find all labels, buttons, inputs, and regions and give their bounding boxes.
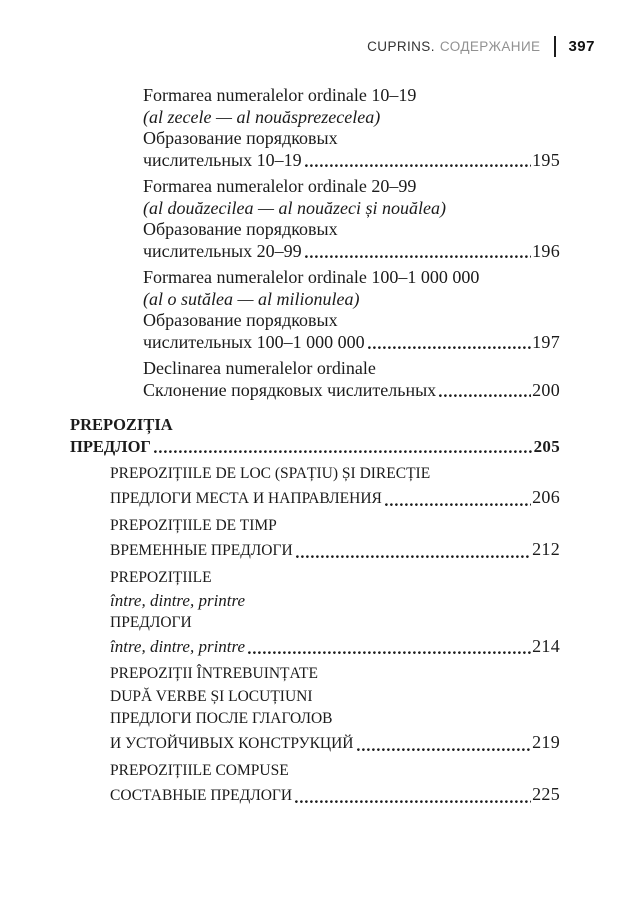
toc-line: între, dintre, printre: [110, 590, 246, 610]
toc-line: DUPĂ VERBE ȘI LOCUȚIUNI: [110, 687, 313, 705]
toc-line: [143, 380, 560, 402]
dot-leader: [439, 394, 531, 398]
dot-leader: [305, 255, 532, 259]
dot-leader: [357, 748, 532, 752]
toc-line: Declinarea numeralelor ordinale: [143, 358, 376, 378]
toc-line: ПРЕДЛОГИ ПОСЛЕ ГЛАГОЛОВ: [110, 710, 333, 727]
toc-page-number: 197: [532, 331, 560, 352]
toc-line-text: числительных 100–1 000 000: [143, 331, 365, 352]
toc-entry: [0, 663, 560, 755]
toc-line-text: ПРЕДЛОГИ МЕСТА И НАПРАВЛЕНИЯ: [110, 489, 382, 507]
dot-leader: [305, 164, 532, 168]
toc-line: PREPOZIȚIILE COMPUSE: [110, 762, 289, 779]
toc-page-number: 200: [532, 379, 560, 400]
toc-line: [110, 783, 560, 808]
toc-page-number: 214: [532, 635, 560, 656]
dot-leader: [248, 651, 531, 655]
toc-entry: [0, 85, 560, 171]
toc-entry: [0, 414, 560, 457]
toc-line-text: И УСТОЙЧИВЫХ КОНСТРУКЦИЙ: [110, 734, 354, 752]
toc-line: Образование порядковых: [143, 128, 338, 148]
toc-line: [110, 486, 560, 511]
toc-entry: [0, 176, 560, 262]
toc-line-text: СОСТАВНЫЕ ПРЕДЛОГИ: [110, 786, 293, 804]
toc-page-number: 219: [532, 731, 560, 752]
toc-entry: [0, 760, 560, 807]
toc-line-text: între, dintre, printre: [110, 636, 246, 656]
dot-leader: [296, 555, 531, 559]
header-divider: [554, 36, 556, 57]
toc-line-text: числительных 20–99: [143, 240, 302, 261]
toc-line: (al douăzecilea — al nouăzeci și nouălea): [143, 197, 446, 218]
header-title-russian: СОДЕРЖАНИЕ: [439, 39, 541, 54]
page-header: [367, 36, 595, 57]
toc-line: ПРЕДЛОГИ: [110, 614, 192, 631]
toc-line-text: ВРЕМЕННЫЕ ПРЕДЛОГИ: [110, 541, 293, 559]
toc-line: PREPOZIȚIILE DE LOC (SPAȚIU) ȘI DIRECȚIE: [110, 465, 431, 482]
dot-leader: [385, 503, 531, 507]
header-page-number: 397: [568, 38, 595, 55]
toc-line: [143, 241, 560, 263]
toc-line: (al o sutălea — al milionulea): [143, 288, 360, 309]
header-title-romanian: CUPRINS.: [367, 39, 435, 54]
toc-line: Formarea numeralelor ordinale 100–1 000 000: [143, 267, 480, 287]
toc-line-text: числительных 10–19: [143, 149, 302, 170]
toc-line-text: ПРЕДЛОГ: [70, 436, 151, 456]
toc-line: [110, 635, 560, 659]
dot-leader: [295, 800, 531, 804]
toc-line: Образование порядковых: [143, 310, 338, 330]
toc-entry: [0, 463, 560, 510]
toc-line: [143, 150, 560, 172]
toc-page-number: 206: [532, 486, 560, 507]
toc-line: (al zecele — al nouăsprezecelea): [143, 106, 381, 127]
toc-page-number: 205: [533, 436, 560, 456]
toc-entry: [0, 358, 560, 401]
toc-line: PREPOZIȚIA: [70, 415, 173, 434]
toc-entry: [0, 267, 560, 353]
toc-page-number: 225: [532, 783, 560, 804]
toc-entry: [0, 567, 560, 658]
table-of-contents: [0, 85, 560, 812]
toc-line-text: Склонение порядковых числительных: [143, 379, 437, 400]
toc-entry: [0, 515, 560, 562]
toc-line: [110, 731, 560, 756]
toc-line: PREPOZIȚIILE DE TIMP: [110, 517, 277, 534]
toc-page-number: 195: [532, 149, 560, 170]
toc-line: Formarea numeralelor ordinale 10–19: [143, 85, 417, 105]
toc-line: [143, 332, 560, 354]
dot-leader: [368, 346, 532, 350]
toc-line: [110, 538, 560, 563]
toc-page-number: 196: [532, 240, 560, 261]
toc-line: PREPOZIȚIILE: [110, 569, 212, 586]
toc-line: [70, 436, 560, 458]
toc-line: PREPOZIȚII ÎNTREBUINȚATE: [110, 665, 318, 682]
toc-page-number: 212: [532, 538, 560, 559]
toc-line: Образование порядковых: [143, 219, 338, 239]
dot-leader: [154, 450, 533, 454]
toc-line: Formarea numeralelor ordinale 20–99: [143, 176, 417, 196]
